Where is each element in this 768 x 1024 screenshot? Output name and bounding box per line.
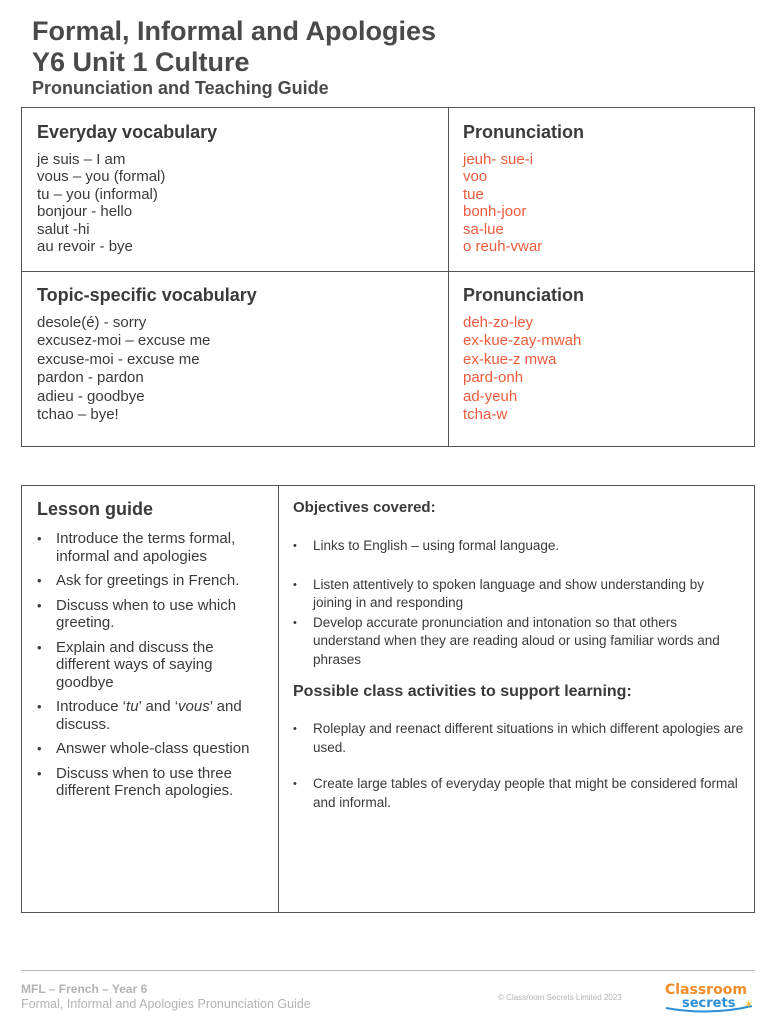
topic-pron-list [463, 314, 584, 424]
objective-item: • Listen attentively to spoken language and show understanding by joining in and responding [293, 576, 745, 613]
lesson-item: • Discuss when to use three different French apologies. [37, 765, 269, 800]
everyday-vocab-heading: Everyday vocabulary [37, 122, 218, 142]
footer-subject: MFL – French – Year 6 [21, 982, 148, 996]
lesson-guide-heading: Lesson guide [37, 499, 154, 519]
list-item: tu – you (informal) [37, 185, 158, 203]
pronunciation-heading-1: Pronunciation [463, 122, 584, 142]
list-item: excusez-moi – excuse me [37, 332, 211, 350]
lesson-item-text: Introduce ‘ [56, 698, 127, 715]
list-item: adieu - goodbye [37, 387, 145, 405]
title-line-1: Formal, Informal and Apologies [32, 16, 437, 46]
activities-list [293, 720, 745, 812]
lesson-item-text: ’ and ‘ [138, 698, 179, 715]
list-item: tcha-w [463, 406, 508, 424]
lesson-item-emphasis: tu [126, 698, 139, 715]
lesson-item [37, 698, 269, 733]
everyday-pron-cell [463, 122, 584, 255]
list-item: sa-lue [463, 220, 504, 238]
list-item: salut -hi [37, 220, 90, 238]
lesson-item-emphasis: vous [178, 698, 210, 715]
list-item: o reuh-vwar [463, 238, 543, 256]
copyright-notice: © Classroom Secrets Limited 2023 [498, 993, 622, 1002]
activities-heading: Possible class activities to support learning: [293, 683, 632, 700]
list-item: bonh-joor [463, 203, 527, 221]
topic-vocab-list [37, 314, 257, 424]
everyday-vocab-list [37, 151, 217, 255]
lesson-item: • Ask for greetings in French. [37, 572, 269, 590]
activity-item: • Create large tables of everyday people that might be considered formal and informal. [293, 775, 745, 812]
page-subtitle: Pronunciation and Teaching Guide [32, 78, 329, 98]
objective-item: • Links to English – using formal language. [293, 537, 745, 556]
list-item: voo [463, 168, 488, 186]
list-item: ex-kue-zay-mwah [463, 332, 582, 350]
objectives-heading: Objectives covered: [293, 499, 436, 516]
list-item: pard-onh [463, 369, 524, 387]
lesson-item: • Answer whole-class question [37, 740, 269, 758]
everyday-pron-list [463, 151, 584, 255]
title-line-2: Y6 Unit 1 Culture [32, 47, 250, 77]
lesson-item: • Discuss when to use which greeting. [37, 597, 269, 632]
lesson-item: • Explain and discuss the different ways of saying goodbye [37, 639, 269, 692]
pronunciation-heading-2: Pronunciation [463, 285, 584, 305]
activity-item: • Roleplay and reenact different situations in which different apologies are used. [293, 720, 745, 757]
logo-text-bottom: secrets [682, 996, 736, 1011]
lesson-table [21, 485, 755, 913]
page-title [32, 16, 436, 78]
list-item: je suis – I am [37, 151, 126, 168]
list-item: desole(é) - sorry [37, 314, 147, 331]
objective-item: • Develop accurate pronunciation and intonation so that others understand when they are reading aloud or using familiar words and phrases [293, 614, 745, 670]
lesson-item: • Introduce the terms formal, informal and apologies [37, 530, 269, 565]
topic-vocab-cell [37, 285, 257, 424]
list-item: bonjour - hello [37, 203, 133, 221]
vocabulary-table [21, 107, 755, 447]
topic-vocab-heading: Topic-specific vocabulary [37, 285, 257, 305]
classroom-secrets-logo [662, 980, 758, 1014]
list-item: tue [463, 185, 484, 203]
list-item: deh-zo-ley [463, 314, 534, 331]
table-divider-horizontal [22, 271, 754, 272]
footer-document-name: Formal, Informal and Apologies Pronunciation Guide [21, 997, 311, 1011]
lesson-item-text: ’ and discuss. [56, 698, 242, 733]
list-item: excuse-moi - excuse me [37, 350, 200, 368]
logo-star-icon: ✶ [744, 998, 754, 1011]
list-item: pardon - pardon [37, 369, 144, 387]
topic-pron-cell [463, 285, 584, 424]
list-item: ex-kue-z mwa [463, 350, 557, 368]
list-item: ad-yeuh [463, 387, 518, 405]
list-item: au revoir - bye [37, 238, 133, 256]
logo-text-top: Classroom [665, 982, 747, 998]
lesson-guide-list [37, 530, 269, 807]
everyday-vocab-cell [37, 122, 217, 255]
list-item: jeuh- sue-i [463, 151, 534, 168]
footer-divider [21, 970, 755, 971]
table-divider-vertical [448, 108, 449, 446]
lesson-divider-vertical [278, 486, 279, 912]
list-item: vous – you (formal) [37, 168, 166, 186]
objectives-list [293, 537, 745, 669]
list-item: tchao – bye! [37, 406, 119, 424]
